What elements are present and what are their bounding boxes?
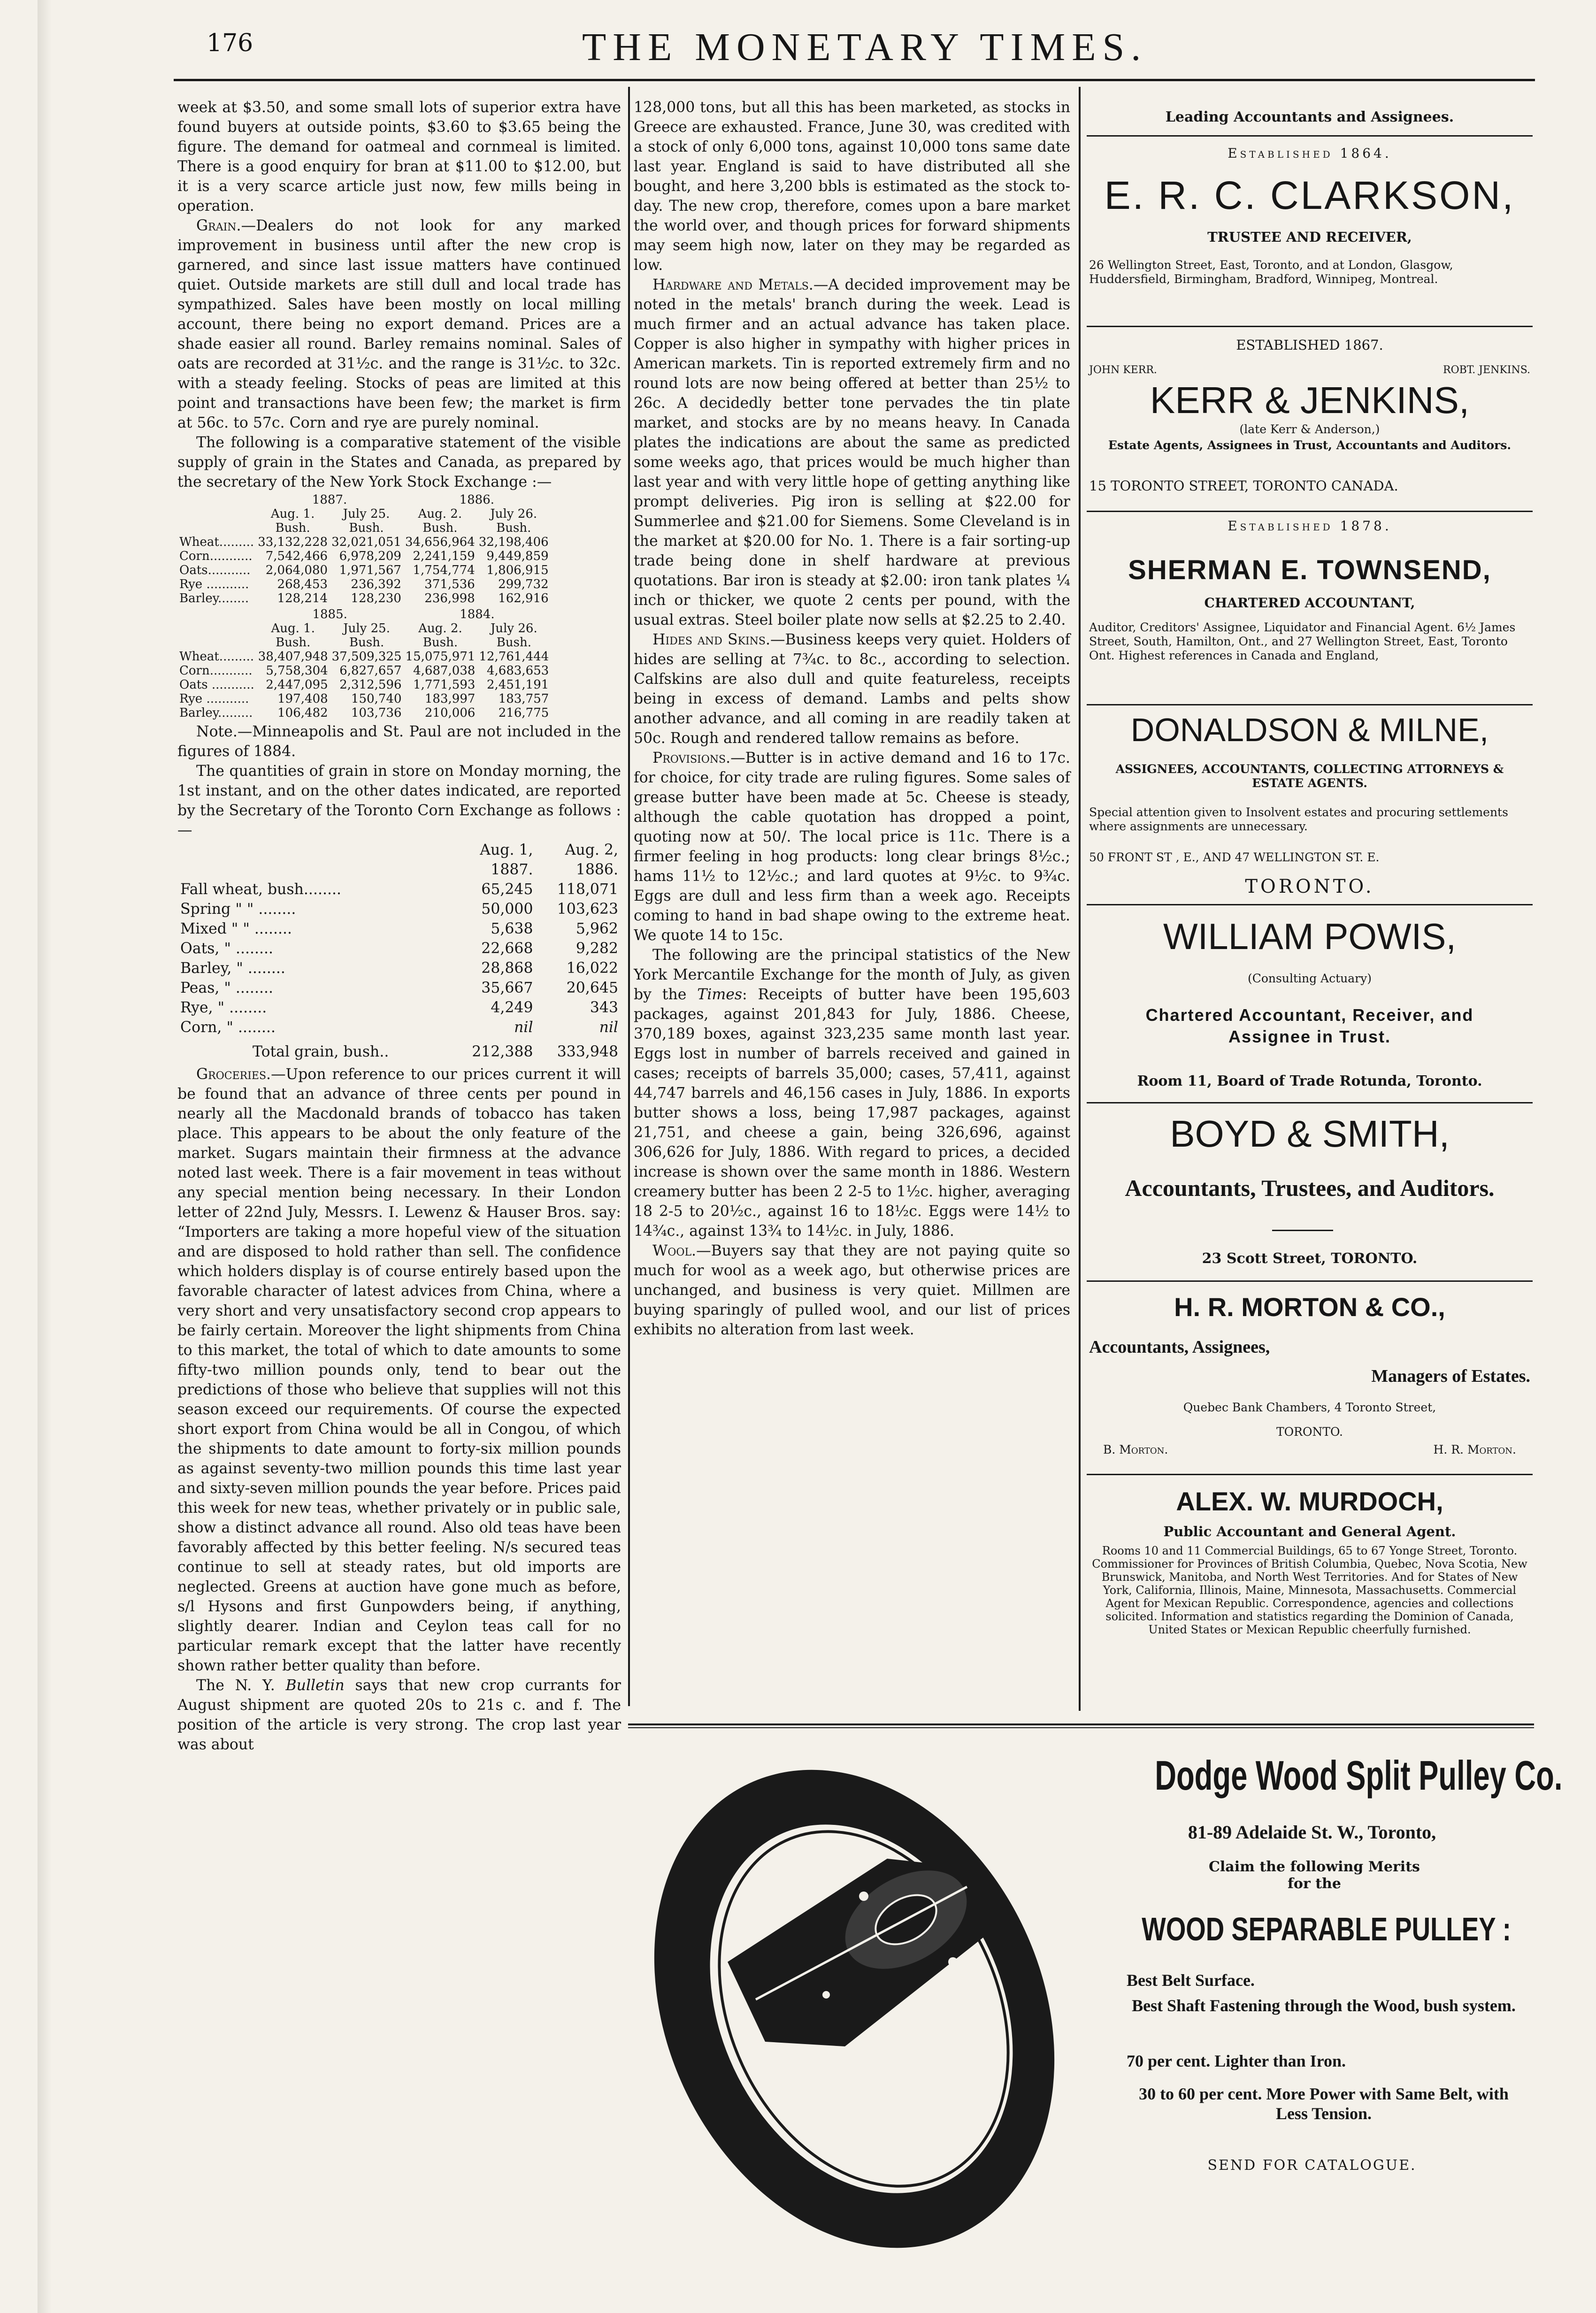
paragraph-grain xyxy=(177,216,621,433)
cell: 1,971,567 xyxy=(339,563,401,577)
col-year: 1887. xyxy=(491,861,533,878)
dodge-merit-2: Best Shaft Fastening through the Wood, bush system. xyxy=(1132,1996,1516,2015)
col-date: Aug. 2. xyxy=(418,621,462,636)
header-rule xyxy=(174,79,1535,81)
cell: 183,757 xyxy=(498,692,549,706)
bulletin-text-a: The N. Y. xyxy=(196,1677,286,1694)
cell: nil xyxy=(599,1019,618,1036)
boyd-name: BOYD & SMITH, xyxy=(1170,1113,1450,1155)
cell: 236,998 xyxy=(424,591,475,605)
dodge-merit-4: 30 to 60 per cent. More Power with Same Belt, with Less Tension. xyxy=(1139,2084,1509,2123)
kerr-address: 15 TORONTO STREET, TORONTO CANADA. xyxy=(1089,478,1398,494)
table-row xyxy=(177,678,551,692)
col-date: July 25. xyxy=(343,507,390,521)
cell: 2,241,159 xyxy=(413,549,475,563)
dodge-merit-1: Best Belt Surface. xyxy=(1127,1971,1255,1990)
donaldson-address: 50 FRONT ST , E., AND 47 WELLINGTON ST. E. xyxy=(1089,850,1380,864)
cell: 34,656,964 xyxy=(405,535,475,549)
paragraph-quantities: The quantities of grain in store on Monday morning, the 1st instant, and on the other dates indicated, are reported by the Secretary of the Toronto Corn Exchange as follows :— xyxy=(177,763,621,839)
donaldson-desc: Special attention given to Insolvent estates and procuring settlements where assignments are unnecessary. xyxy=(1089,805,1508,833)
powis-name: WILLIAM POWIS, xyxy=(1163,916,1457,957)
column-divider-1 xyxy=(628,87,630,1706)
morton-partners xyxy=(1089,1443,1530,1457)
paragraph-hardware xyxy=(634,275,1070,630)
dodge-product: WOOD SEPARABLE PULLEY : xyxy=(1142,1911,1511,1947)
year-1884: 1884. xyxy=(460,607,495,621)
publication-title: THE MONETARY TIMES. xyxy=(582,25,1148,69)
col-date: Aug. 1. xyxy=(270,507,315,521)
kerr-name: KERR & JENKINS, xyxy=(1150,379,1470,421)
townsend-established: Established 1878. xyxy=(1228,518,1392,534)
hides-heading: Hides and Skins. xyxy=(652,631,770,648)
row-label: Barley, " ........ xyxy=(180,960,285,977)
morton-partner-right: H. R. Morton. xyxy=(1433,1443,1516,1456)
table-row xyxy=(177,880,621,899)
cell: 197,408 xyxy=(277,692,328,706)
cell: 5,962 xyxy=(575,920,618,937)
hardware-text: —A decided improvement may be noted in the metals' branch during the week. Lead is much firmer and an actual advance has taken place. Copper is also higher in sympathy with higher prices in American markets. Tin is reported extremely firm and no round lots are now being offered at better than 25½ to 26c. A decidedly better tone pervades the tin plate market, and stocks are by no means heavy. In Canada plates the indications are about the same as predicted some weeks ago, that prices would be much higher than last year and with very little hope of getting anything like prompt deliveries. Pig iron is selling at $22.00 for Summerlee and $21.00 for Siemens. Some Cleveland is in the market at $20.00 for No. 1. There is a fair sorting-up trade being done in shelf hardware at previous quotations. Bar iron is steady at $2.00: iron tank plates ¼ inch or thicker, we quote 2 cents per pound, with the usual extras. Steel boiler plate now sells at $2.25 to 2.40. xyxy=(634,276,1070,628)
murdoch-name: ALEX. W. MURDOCH, xyxy=(1176,1486,1443,1516)
provisions-heading: Provisions. xyxy=(652,750,731,766)
townsend-desc: Auditor, Creditors' Assignee, Liquidator and Financial Agent. 6½ James Street, South, Hamilton, Ont., and 27 Wellington Street, East, Toronto Ont. Highest references in Canada and England, xyxy=(1089,620,1516,662)
col-date: Aug. 2. xyxy=(418,507,462,521)
table-row xyxy=(177,899,621,919)
ads-heading: Leading Accountants and Assignees. xyxy=(1165,109,1454,125)
row-label: Oats........... xyxy=(179,563,251,577)
clarkson-title: TRUSTEE AND RECEIVER, xyxy=(1207,229,1412,245)
cell: 4,249 xyxy=(491,999,533,1016)
cell: 9,282 xyxy=(575,940,618,957)
visible-supply-table-1887 xyxy=(177,493,551,605)
paragraph-bulletin xyxy=(177,1676,621,1754)
year-1887: 1887. xyxy=(312,493,347,507)
col-unit: Bush. xyxy=(422,521,458,535)
groceries-text: —Upon reference to our prices current it will be found that an advance of three cents per pound in nearly all the Macdonald brands of tobacco has taken place. This appears to be about the only feature of the market. Sugars maintain their firmness at the advance noted last week. There is a fair movement in teas without any special mention being necessary. In their London letter of 22nd July, Messrs. I. Lewenz & Hauser Bros. say: “Importers are taking a more hopeful view of the situation and are disposed to hold rather than sell. The confidence which holders display is of course entirely based upon the favorable character of latest advices from China, where a very short and very unsatisfactory second crop appears to be fairly certain. Moreover the light shipments from China to this market, the total of which to date amounts to some fifty-two million pounds only, tend to bear out the predictions of those who believe that supplies will not this season exceed our requirements. Of course the expected short export from China would be all in Congou, of which the shipments to date amount to forty-six million pounds as against seventy-two million pounds this time last year and sixty-seven million pounds the year before. Prices paid this week for new teas, whether privately or in public sale, show a distinct advance all round. Also old teas have been favorably affected by this better feeling. N/s secured teas continue to sell at steady rates, but old imports are neglected. Greens at auction have gone much as before, s/l Hysons and first Gunpowders being, if anything, slightly dearer. Indian and Ceylon teas call for no particular remark except that the latter have recently shown rather better quality than before. xyxy=(177,1066,621,1674)
year-1886: 1886. xyxy=(459,493,495,507)
powis-title: Chartered Accountant, Receiver, and Assignee in Trust. xyxy=(1145,1005,1474,1046)
cell: 6,827,657 xyxy=(339,664,402,678)
dodge-merit-3: 70 per cent. Lighter than Iron. xyxy=(1127,2052,1346,2070)
table-row xyxy=(177,958,621,978)
morton-line2: Managers of Estates. xyxy=(1371,1366,1530,1386)
binding-edge xyxy=(38,0,52,2313)
row-label: Rye ........... xyxy=(179,577,249,591)
cell: 33,132,228 xyxy=(258,535,328,549)
cell: 268,453 xyxy=(277,577,328,591)
row-label: Rye ........... xyxy=(179,692,249,706)
ad-rule xyxy=(1087,326,1533,327)
donaldson-title: ASSIGNEES, ACCOUNTANTS, COLLECTING ATTORNEYS & ESTATE AGENTS. xyxy=(1115,762,1504,790)
table-row xyxy=(177,978,621,998)
cell: 4,683,653 xyxy=(486,664,549,678)
stats-text-b: : Receipts of butter have been 195,603 packages, against 201,843 for July, 1886. Cheese, 370,189 boxes, against 323,235 same month last year. Eggs lost in number of barrels received and gained in cases; receipts of barrels 35,000; cases, 57,411, against 44,747 barrels and 46,156 cases in July, 1886. In exports butter shows a loss, being 17,987 packages, against 21,751, and cheese a gain, being 326,696, against 306,626 for July, 1886. With regard to prices, a decided increase is shown over the same month in 1886. Western creamery butter has been 2 2-5 to 1½c. higher, averaging 18 2-5 to 20½c., against 16 to 18½c. Eggs were 14½ to 14¾c., against 13¾ to 14½c. in July, 1886. xyxy=(634,986,1070,1240)
cell: 1,806,915 xyxy=(486,563,549,577)
col-date: Aug. 1. xyxy=(271,621,315,636)
ad-rule xyxy=(1087,1102,1533,1103)
cell: 162,916 xyxy=(498,591,549,605)
visible-supply-table-1885 xyxy=(177,607,551,720)
cell: 37,509,325 xyxy=(331,650,402,664)
kerr-desc: Estate Agents, Assignees in Trust, Accountants and Auditors. xyxy=(1108,438,1512,452)
wool-heading: Wool. xyxy=(652,1242,697,1259)
murdoch-title: Public Accountant and General Agent. xyxy=(1163,1524,1456,1539)
ad-rule xyxy=(1087,704,1533,705)
column-2 xyxy=(634,98,1070,1340)
stats-text-a: The following are the principal statistics of the New York Mercantile Exchange for the month of July, as given by the xyxy=(634,947,1070,1003)
cell: 128,214 xyxy=(277,591,328,605)
row-label: Barley......... xyxy=(179,706,253,720)
row-label: Rye, " ........ xyxy=(180,999,267,1016)
col-header: Aug. 2, xyxy=(565,842,618,858)
cell: 4,687,038 xyxy=(413,664,476,678)
cell: 15,075,971 xyxy=(405,650,476,664)
col-unit: Bush. xyxy=(275,521,310,535)
ad-rule xyxy=(1087,511,1533,512)
col-date: July 26. xyxy=(490,507,537,521)
grain-text: —Dealers do not look for any marked improvement in business until after the new crop is garnered, and since last issue matters have continued quiet. Outside markets are still dull and local trade has sympathized. Sales have been mostly on local milling account, there being no export demand. Prices are a shade easier all round. Barley remains nominal. Sales of oats are recorded at 31½c. and the range is 31½c. to 32c. with a steady feeling. Stocks of peas are limited at this point and transactions have been few; the market is firm at 56c. to 57c. Corn and rye are purely nominal. xyxy=(177,217,621,431)
dodge-claim: Claim the following Merits for the xyxy=(1209,1859,1420,1892)
table-row xyxy=(177,591,551,605)
cell: 2,064,080 xyxy=(265,563,328,577)
cell: 150,740 xyxy=(351,692,402,706)
boyd-address: 23 Scott Street, TORONTO. xyxy=(1202,1250,1418,1267)
townsend-name: SHERMAN E. TOWNSEND, xyxy=(1128,555,1491,585)
cell: 5,758,304 xyxy=(266,664,328,678)
table-row xyxy=(177,549,551,563)
table-row xyxy=(177,563,551,577)
col-unit: Bush. xyxy=(496,636,531,650)
row-label: Mixed " " ........ xyxy=(180,920,292,937)
row-label: Oats ........... xyxy=(179,678,254,692)
cell: 38,407,948 xyxy=(258,650,328,664)
table-row xyxy=(177,692,551,706)
hardware-heading: Hardware and Metals. xyxy=(652,276,813,293)
boyd-title: Accountants, Trustees, and Auditors. xyxy=(1125,1175,1495,1201)
cell: 371,536 xyxy=(424,577,475,591)
wool-text: —Buyers say that they are not paying quite so much for wool as a week ago, but otherwise prices are unchanged, and business is very quiet. Millmen are buying sparingly of pulled wool, and our list of prices exhibits no alteration from last week. xyxy=(634,1242,1070,1338)
cell: 2,447,095 xyxy=(266,678,328,692)
cell: nil xyxy=(514,1019,533,1036)
cell: 103,623 xyxy=(557,901,618,918)
kerr-established: ESTABLISHED 1867. xyxy=(1236,337,1383,353)
morton-line1: Accountants, Assignees, xyxy=(1089,1337,1270,1357)
table-row xyxy=(177,650,551,664)
townsend-title: CHARTERED ACCOUNTANT, xyxy=(1204,595,1415,611)
ad-rule xyxy=(1087,1280,1533,1282)
clarkson-name: E. R. C. CLARKSON, xyxy=(1104,173,1515,217)
cell: 299,732 xyxy=(498,577,549,591)
paragraph-provisions xyxy=(634,748,1070,945)
ad-rule xyxy=(1087,1474,1533,1475)
bulletin-text-b: says that new crop currants for August shipment are quoted 20s to 21s c. and f. The position of the article is very strong. The crop last year was about xyxy=(177,1677,621,1753)
paragraph-hides xyxy=(634,630,1070,748)
ad-rule xyxy=(1087,135,1533,137)
groceries-heading: Groceries. xyxy=(196,1066,271,1083)
col-header: Aug. 1, xyxy=(480,842,533,858)
table-row xyxy=(177,577,551,591)
paragraph-following: The following is a comparative statement of the visible supply of grain in the States and Canada, as prepared by the secretary of the New York Stock Exchange :— xyxy=(177,434,621,490)
kerr-partners xyxy=(1089,363,1530,377)
clarkson-established: Established 1864. xyxy=(1228,146,1392,161)
grain-heading: Grain. xyxy=(196,217,241,234)
paragraph-intro: week at $3.50, and some small lots of superior extra have found buyers at outside points, $3.60 to $3.65 being the figure. The demand for oatmeal and cornmeal is limited. There is a good enquiry for bran at $11.00 to $12.00, but it is a very scarce article just now, few mills being in operation. xyxy=(177,99,621,214)
clarkson-address: 26 Wellington Street, East, Toronto, and at London, Glasgow, Huddersfield, Birmingham, Bradford, Winnipeg, Montreal. xyxy=(1089,258,1453,286)
total-label: Total grain, bush.. xyxy=(253,1043,389,1060)
col-date: July 25. xyxy=(343,621,390,636)
cell: 50,000 xyxy=(481,901,533,918)
cell: 118,071 xyxy=(557,881,618,898)
col-unit: Bush. xyxy=(349,521,384,535)
cell: 35,667 xyxy=(481,980,533,996)
morton-address: Quebec Bank Chambers, 4 Toronto Street, xyxy=(1183,1401,1436,1414)
cell: 210,006 xyxy=(424,706,476,720)
hides-text: —Business keeps very quiet. Holders of hides are selling at 7¾c. to 8c., according to selection. Calfskins are also dull and quite featureless, receipts being in excess of demand. Lambs and pelts show another advance, and all coming in are readily taken at 50c. Rough and rendered tallow remains as before. xyxy=(634,631,1070,747)
table-row xyxy=(177,664,551,678)
bulletin-title: Bulletin xyxy=(285,1677,345,1694)
cell: 128,230 xyxy=(351,591,401,605)
powis-address: Room 11, Board of Trade Rotunda, Toronto. xyxy=(1137,1073,1482,1089)
cell: 183,997 xyxy=(424,692,476,706)
col-unit: Bush. xyxy=(276,636,311,650)
dodge-name: Dodge Wood Split Pulley Co. xyxy=(1155,1752,1563,1799)
cell: 9,449,859 xyxy=(486,549,549,563)
row-label: Oats, " ........ xyxy=(180,940,274,957)
table-row xyxy=(177,706,551,720)
cell: 32,021,051 xyxy=(331,535,401,549)
grain-in-store-table xyxy=(177,840,621,1062)
cell: 16,022 xyxy=(566,960,618,977)
provisions-text: —Butter is in active demand and 16 to 17c. for choice, for city trade are ruling figures. Some sales of grease butter have been made at 5c. Cheese is steady, although the cable quotation has dropped a point, quoting now at 50/. The local price is 11c. There is a firmer feeling in hog products: long clear brings 8½c.; hams 11½ to 12½c.; and lard quotes at 9½c. to 9¾c. Eggs are dull and less firm than a week ago. Receipts coming to hand in bad shape owing to the extreme heat. We quote 14 to 15c. xyxy=(634,750,1070,944)
row-label: Corn........... xyxy=(179,549,253,563)
cell: 32,198,406 xyxy=(478,535,549,549)
cell: 236,392 xyxy=(351,577,401,591)
table-row xyxy=(177,535,551,549)
column-divider-2 xyxy=(1079,87,1081,1711)
column-1 xyxy=(177,98,621,1754)
paragraph-groceries xyxy=(177,1065,621,1676)
table-row xyxy=(177,998,621,1018)
total-value: 333,948 xyxy=(557,1043,618,1060)
kerr-partner-left: JOHN KERR. xyxy=(1089,364,1157,376)
morton-partner-left: B. Morton. xyxy=(1103,1443,1168,1456)
cell: 216,775 xyxy=(498,706,549,720)
col-unit: Bush. xyxy=(496,521,531,535)
dodge-cta: SEND FOR CATALOGUE. xyxy=(1207,2157,1417,2174)
cell: 343 xyxy=(590,999,618,1016)
cell: 7,542,466 xyxy=(265,549,328,563)
paragraph-note: Note.—Minneapolis and St. Paul are not included in the figures of 1884. xyxy=(177,723,621,760)
dodge-address: 81-89 Adelaide St. W., Toronto, xyxy=(1188,1822,1436,1843)
col-year: 1886. xyxy=(575,861,618,878)
cell: 12,761,444 xyxy=(479,650,549,664)
col-unit: Bush. xyxy=(349,636,384,650)
cell: 6,978,209 xyxy=(339,549,401,563)
cell: 22,668 xyxy=(481,940,533,957)
cell: 5,638 xyxy=(491,920,533,937)
ad-rule xyxy=(1087,904,1533,905)
paragraph-wool xyxy=(634,1241,1070,1340)
cell: 103,736 xyxy=(351,706,402,720)
cell: 65,245 xyxy=(481,881,533,898)
table-row xyxy=(177,939,621,958)
total-value: 212,388 xyxy=(472,1043,533,1060)
row-label: Corn........... xyxy=(179,664,253,678)
paragraph-currants-cont: 128,000 tons, but all this has been marketed, as stocks in Greece are exhausted. France, June 30, was credited with a stock of only 6,000 tons, against 10,000 tons same date last year. England is said to have distributed all she bought, and here 3,200 bbls is estimated as the stock to-day. The new crop, therefore, comes upon a bare market the world over, and though prices for forward shipments may seem high now, later on they may be regarded as low. xyxy=(634,99,1070,274)
cell: 2,312,596 xyxy=(339,678,402,692)
row-label: Wheat......... xyxy=(179,535,254,549)
donaldson-name: DONALDSON & MILNE, xyxy=(1130,712,1489,748)
cell: 2,451,191 xyxy=(486,678,549,692)
kerr-late: (late Kerr & Anderson,) xyxy=(1239,422,1380,436)
table-row xyxy=(177,919,621,939)
cell: 106,482 xyxy=(277,706,328,720)
col-unit: Bush. xyxy=(422,636,458,650)
row-label: Corn, " ........ xyxy=(180,1019,276,1036)
stats-source: Times xyxy=(697,986,743,1003)
cell: 20,645 xyxy=(566,980,618,996)
page-number: 176 xyxy=(207,29,253,57)
col-date: July 26. xyxy=(490,621,537,636)
murdoch-desc: Rooms 10 and 11 Commercial Buildings, 65 to 67 Yonge Street, Toronto. Commissioner for Provinces of British Columbia, Quebec, Nova Scotia, New Brunswick, Manitoba, and North West Territories. And for States of New York, California, Illinois, Maine, Minnesota, Massachusetts. Commercial Agent for Mexican Republic. Correspondence, agencies and collections solicited. Information and statistics regarding the Dominion of Canada, United States or Mexican Republic cheerfully furnished. xyxy=(1092,1544,1527,1636)
donaldson-city: TORONTO. xyxy=(1245,876,1374,897)
row-label: Barley........ xyxy=(179,591,249,605)
row-label: Peas, " ........ xyxy=(180,980,273,996)
morton-city: TORONTO. xyxy=(1276,1425,1343,1439)
cell: 1,754,774 xyxy=(413,563,475,577)
cell: 1,771,593 xyxy=(413,678,476,692)
kerr-partner-right: ROBT. JENKINS. xyxy=(1443,364,1530,376)
row-label: Spring " " ........ xyxy=(180,901,296,918)
year-1885: 1885. xyxy=(312,607,347,621)
boyd-short-rule xyxy=(1272,1230,1333,1231)
pulley-illustration xyxy=(643,1718,1066,2281)
cell: 28,868 xyxy=(481,960,533,977)
paragraph-mercantile xyxy=(634,945,1070,1241)
table-row xyxy=(177,1018,621,1037)
powis-sub: (Consulting Actuary) xyxy=(1248,972,1372,985)
morton-name: H. R. MORTON & CO., xyxy=(1174,1292,1445,1322)
row-label: Fall wheat, bush........ xyxy=(180,881,342,898)
row-label: Wheat......... xyxy=(179,650,254,664)
